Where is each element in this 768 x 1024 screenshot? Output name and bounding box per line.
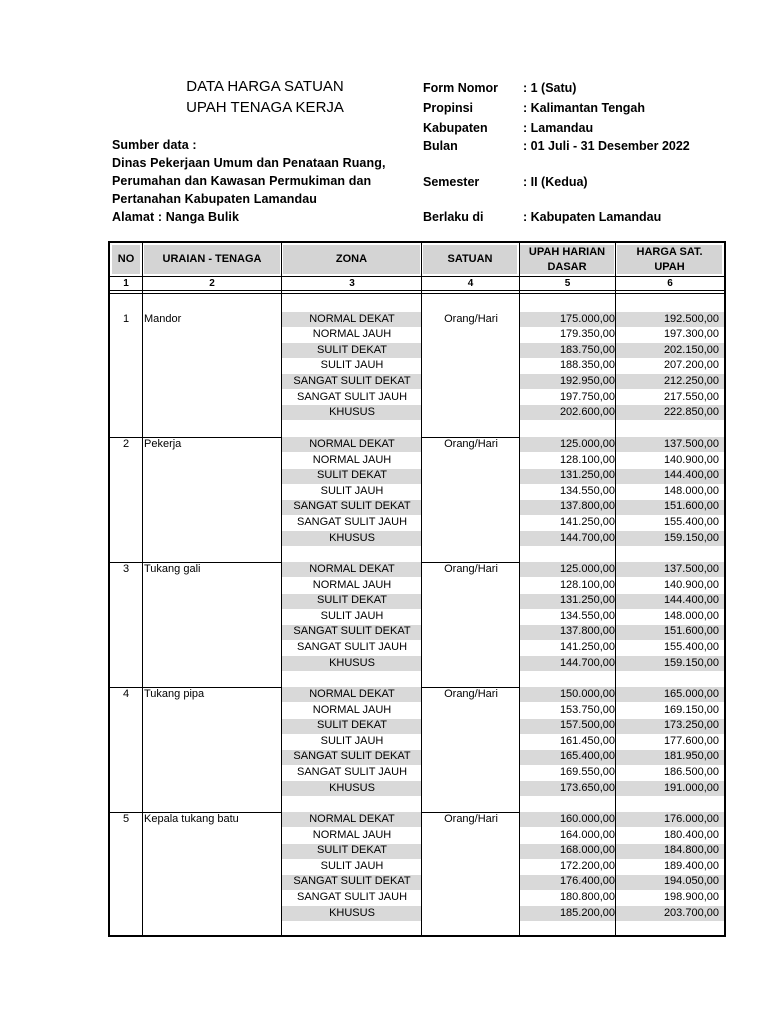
base-wage-cell: 153.750,00 (559, 703, 615, 716)
base-wage-cell: 176.400,00 (559, 875, 615, 888)
base-wage-cell: 144.700,00 (559, 656, 615, 669)
base-wage-cell: 141.250,00 (559, 641, 615, 653)
base-wage-cell: 141.250,00 (559, 516, 615, 528)
base-wage-cell: 175.000,00 (559, 312, 615, 325)
month-label: Bulan (423, 139, 458, 153)
base-wage-cell: 179.350,00 (559, 328, 615, 341)
zone-cell: SANGAT SULIT JAUH (296, 891, 408, 903)
zone-cell: SULIT JAUH (320, 359, 384, 372)
zone-cell: SULIT DEKAT (317, 719, 387, 732)
unit-price-cell: 173.250,00 (663, 719, 719, 732)
worker-name: Tukang gali (144, 563, 201, 575)
base-wage-cell: 131.250,00 (559, 594, 615, 607)
header-harga (617, 245, 722, 274)
province-label: Propinsi (423, 101, 474, 115)
base-wage-cell: 169.550,00 (559, 766, 615, 778)
base-wage-cell: 150.000,00 (559, 688, 615, 700)
header-upah-line2: DASAR (547, 260, 587, 273)
unit-price-cell: 191.000,00 (663, 781, 719, 794)
source-line-3: Pertanahan Kabupaten Lamandau (112, 192, 318, 206)
unit-cell: Orang/Hari (444, 312, 498, 325)
zone-cell: NORMAL DEKAT (309, 312, 395, 325)
unit-price-cell: 186.500,00 (663, 766, 719, 778)
zone-cell: SANGAT SULIT DEKAT (293, 374, 411, 387)
base-wage-cell: 183.750,00 (559, 343, 615, 356)
zone-cell: SULIT JAUH (320, 484, 384, 497)
form-number-label: Form Nomor (423, 81, 498, 95)
zone-cell: SULIT DEKAT (317, 844, 387, 857)
source-line-1: Dinas Pekerjaan Umum dan Penataan Ruang, (112, 156, 386, 170)
unit-price-cell: 169.150,00 (663, 703, 719, 716)
unit-price-cell: 137.500,00 (663, 563, 719, 575)
row-number: 3 (122, 563, 130, 575)
unit-price-cell: 198.900,00 (663, 891, 719, 903)
zone-cell: SULIT DEKAT (317, 594, 387, 607)
unit-cell: Orang/Hari (444, 688, 498, 700)
unit-price-cell: 192.500,00 (663, 312, 719, 325)
worker-name: Tukang pipa (144, 688, 205, 700)
unit-cell: Orang/Hari (444, 563, 498, 575)
zone-cell: NORMAL JAUH (312, 578, 392, 591)
unit-cell: Orang/Hari (444, 813, 498, 825)
zone-cell: SULIT JAUH (320, 734, 384, 747)
header-harga-line2: UPAH (654, 260, 685, 273)
unit-price-cell: 155.400,00 (663, 516, 719, 528)
base-wage-cell: 131.250,00 (559, 469, 615, 482)
unit-price-cell: 177.600,00 (663, 734, 719, 747)
base-wage-cell: 137.800,00 (559, 625, 615, 638)
unit-price-cell: 202.150,00 (663, 343, 719, 356)
unit-price-cell: 148.000,00 (663, 609, 719, 622)
unit-price-cell: 207.200,00 (663, 359, 719, 372)
unit-price-cell: 151.600,00 (663, 625, 719, 638)
zone-cell: NORMAL JAUH (312, 453, 392, 466)
worker-name: Pekerja (144, 438, 182, 450)
unit-price-cell: 203.700,00 (663, 906, 719, 919)
base-wage-cell: 202.600,00 (559, 406, 615, 419)
base-wage-cell: 134.550,00 (559, 484, 615, 497)
zone-cell: SANGAT SULIT DEKAT (293, 500, 411, 513)
base-wage-cell: 160.000,00 (559, 813, 615, 825)
unit-price-cell: 217.550,00 (663, 390, 719, 403)
valid-in-value: : Kabupaten Lamandau (523, 210, 662, 224)
unit-price-cell: 137.500,00 (663, 438, 719, 450)
unit-price-cell: 144.400,00 (663, 469, 719, 482)
base-wage-cell: 188.350,00 (559, 359, 615, 372)
header-uraian: URAIAN - TENAGA (144, 245, 280, 274)
unit-price-cell: 144.400,00 (663, 594, 719, 607)
unit-price-cell: 148.000,00 (663, 484, 719, 497)
rule-colnum-bottom (110, 290, 724, 291)
header-upah (520, 245, 614, 274)
header-zona: ZONA (283, 245, 420, 274)
zone-cell: SANGAT SULIT JAUH (296, 766, 408, 778)
semester-value: : II (Kedua) (523, 175, 588, 189)
base-wage-cell: 144.700,00 (559, 531, 615, 544)
base-wage-cell: 128.100,00 (559, 578, 615, 591)
province-value: : Kalimantan Tengah (523, 101, 646, 115)
base-wage-cell: 173.650,00 (559, 781, 615, 794)
base-wage-cell: 164.000,00 (559, 828, 615, 841)
row-number: 2 (122, 438, 130, 450)
base-wage-cell: 157.500,00 (559, 719, 615, 732)
semester-label: Semester (423, 175, 480, 189)
base-wage-cell: 185.200,00 (559, 906, 615, 919)
worker-name: Mandor (144, 312, 182, 325)
zone-cell: NORMAL DEKAT (309, 688, 395, 700)
base-wage-cell: 125.000,00 (559, 563, 615, 575)
unit-price-cell: 159.150,00 (663, 531, 719, 544)
base-wage-cell: 172.200,00 (559, 859, 615, 872)
valid-in-label: Berlaku di (423, 210, 484, 224)
base-wage-cell: 165.400,00 (559, 750, 615, 763)
zone-cell: SANGAT SULIT JAUH (296, 390, 408, 403)
unit-price-cell: 180.400,00 (663, 828, 719, 841)
doc-title-line2: UPAH TENAGA KERJA (186, 99, 344, 116)
zone-cell: SANGAT SULIT DEKAT (293, 875, 411, 888)
unit-price-cell: 151.600,00 (663, 500, 719, 513)
colnum-6: 6 (667, 278, 673, 289)
address: Alamat : Nanga Bulik (112, 210, 240, 224)
zone-cell: NORMAL JAUH (312, 328, 392, 341)
zone-cell: NORMAL DEKAT (309, 813, 395, 825)
header-upah-line1: UPAH HARIAN (528, 245, 606, 258)
unit-price-cell: 184.800,00 (663, 844, 719, 857)
regency-label: Kabupaten (423, 121, 488, 135)
rule-col-1 (142, 243, 143, 935)
base-wage-cell: 128.100,00 (559, 453, 615, 466)
zone-cell: KHUSUS (329, 906, 375, 919)
zone-cell: NORMAL JAUH (312, 828, 392, 841)
base-wage-cell: 137.800,00 (559, 500, 615, 513)
zone-cell: NORMAL DEKAT (309, 563, 395, 575)
unit-price-cell: 189.400,00 (663, 859, 719, 872)
unit-price-cell: 176.000,00 (663, 813, 719, 825)
header-harga-line1: HARGA SAT. (636, 245, 703, 258)
zone-cell: SULIT JAUH (320, 859, 384, 872)
base-wage-cell: 168.000,00 (559, 844, 615, 857)
worker-name: Kepala tukang batu (144, 813, 239, 825)
unit-price-cell: 222.850,00 (663, 406, 719, 419)
header-satuan: SATUAN (423, 245, 517, 274)
zone-cell: KHUSUS (329, 781, 375, 794)
zone-cell: KHUSUS (329, 531, 375, 544)
zone-cell: SULIT DEKAT (317, 469, 387, 482)
regency-value: : Lamandau (523, 121, 594, 135)
zone-cell: SANGAT SULIT DEKAT (293, 625, 411, 638)
unit-price-cell: 197.300,00 (663, 328, 719, 341)
base-wage-cell: 125.000,00 (559, 438, 615, 450)
unit-price-cell: 155.400,00 (663, 641, 719, 653)
colnum-3: 3 (349, 278, 355, 289)
rule-body-top (110, 293, 724, 294)
row-number: 5 (122, 813, 130, 825)
zone-cell: KHUSUS (329, 656, 375, 669)
unit-price-cell: 194.050,00 (663, 875, 719, 888)
base-wage-cell: 134.550,00 (559, 609, 615, 622)
unit-price-cell: 181.950,00 (663, 750, 719, 763)
base-wage-cell: 192.950,00 (559, 374, 615, 387)
colnum-1: 1 (123, 278, 129, 289)
unit-price-cell: 165.000,00 (663, 688, 719, 700)
unit-cell: Orang/Hari (444, 438, 498, 450)
row-number: 1 (122, 312, 130, 325)
zone-cell: SANGAT SULIT DEKAT (293, 750, 411, 763)
doc-title-line1: DATA HARGA SATUAN (186, 78, 344, 95)
rule-header-bottom (110, 276, 724, 277)
unit-price-cell: 212.250,00 (663, 374, 719, 387)
colnum-5: 5 (564, 278, 571, 289)
header-no: NO (112, 245, 140, 274)
wage-table (108, 241, 726, 937)
unit-price-cell: 140.900,00 (663, 578, 719, 591)
row-number: 4 (122, 688, 130, 700)
colnum-4: 4 (467, 278, 474, 289)
base-wage-cell: 197.750,00 (559, 390, 615, 403)
form-number-value: : 1 (Satu) (523, 81, 577, 95)
base-wage-cell: 161.450,00 (559, 734, 615, 747)
source-line-2: Perumahan dan Kawasan Permukiman dan (112, 174, 372, 188)
zone-cell: SANGAT SULIT JAUH (296, 516, 408, 528)
base-wage-cell: 180.800,00 (559, 891, 615, 903)
zone-cell: KHUSUS (329, 406, 375, 419)
unit-price-cell: 140.900,00 (663, 453, 719, 466)
unit-price-cell: 159.150,00 (663, 656, 719, 669)
zone-cell: NORMAL DEKAT (309, 438, 395, 450)
source-label: Sumber data : (112, 138, 197, 152)
zone-cell: NORMAL JAUH (312, 703, 392, 716)
colnum-2: 2 (209, 278, 215, 289)
zone-cell: SANGAT SULIT JAUH (296, 641, 408, 653)
month-value: : 01 Juli - 31 Desember 2022 (523, 139, 690, 153)
zone-cell: SULIT DEKAT (317, 343, 387, 356)
zone-cell: SULIT JAUH (320, 609, 384, 622)
